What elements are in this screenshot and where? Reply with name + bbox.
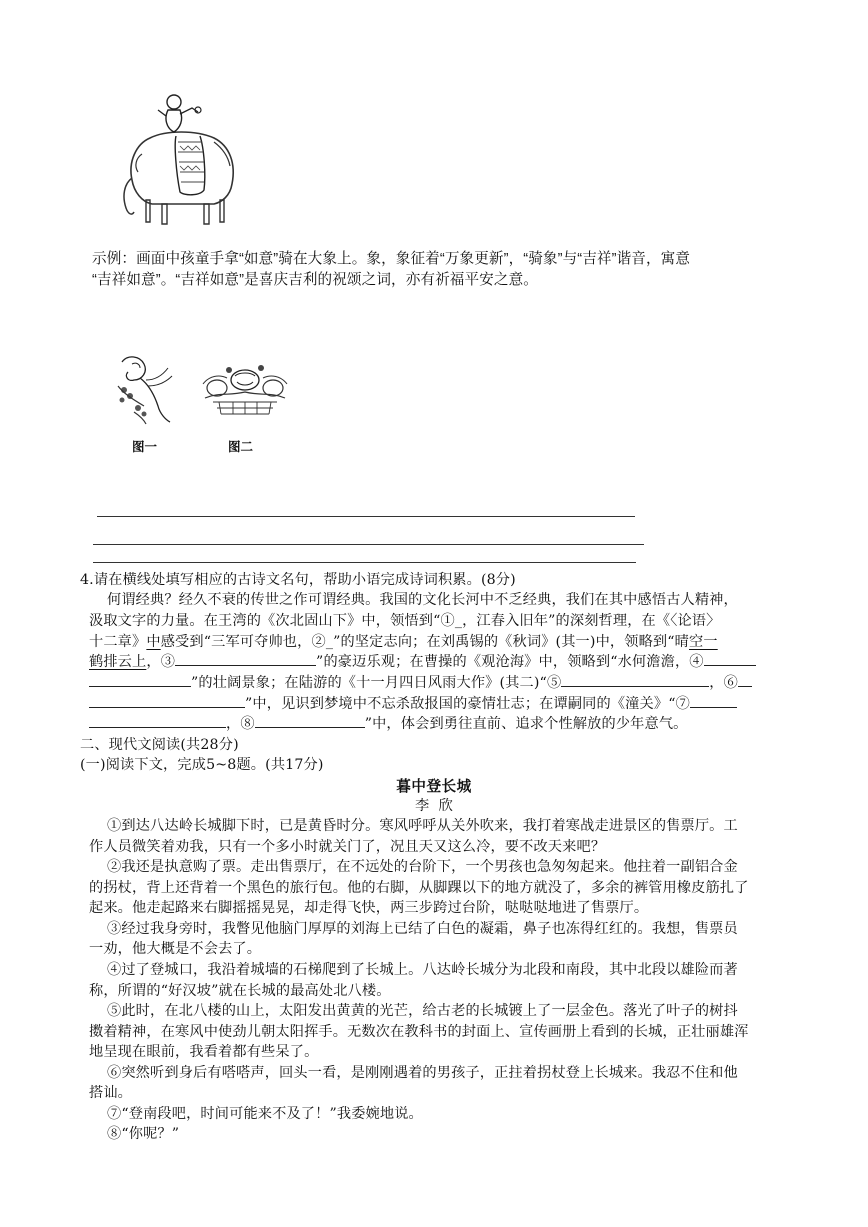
q4-text: 中 [146,634,161,650]
blank-5[interactable] [561,686,709,687]
paragraph-1: ①到达八达岭长城脚下时，已是黄昏时分。寒风呼呼从关外吹来，我打着寒战走进景区的售票厅。工 [107,818,738,834]
paragraph-4: 称，所谓的“好汉坡”就在长城的最高处北八楼。 [89,983,391,999]
elephant-illustration [118,92,243,227]
blank-6[interactable] [89,707,245,708]
blank-7[interactable] [89,727,226,728]
q4-line-6 [89,693,737,713]
q4-text: ，③ [146,654,176,670]
blank-7[interactable] [690,707,737,708]
paragraph-8: ⑧“你呢？” [107,1126,180,1142]
q4-line-5 [89,672,752,692]
paragraph-6: ⑥突然听到身后有嗒嗒声，回头一看，是刚刚遇着的男孩子，正拄着拐杖登上长城来。我忍不住和他 [107,1065,738,1081]
q4-text: 鹤排云上 [89,654,147,670]
answer-line-2[interactable] [93,544,644,545]
paragraph-7: ⑦“登南段吧，时间可能来不及了！”我委婉地说。 [107,1106,423,1122]
figure-1-label: 图一 [132,440,158,454]
flower-illustration [199,358,291,416]
q4-text: ”中，见识到梦境中不忘杀敌报国的豪情壮志；在谭嗣同的《潼关》“⑦ [245,696,690,712]
article-author: 李 欣 [415,798,453,814]
paragraph-2: 的拐杖，背上还背着一个黑色的旅行包。他的右脚，从脚踝以下的地方就没了，多余的裤管用橡皮筋扎了 [89,880,749,896]
q4-text: 空一 [689,634,718,650]
article-title: 暮中登长城 [396,779,472,795]
q4-line-3 [89,631,718,651]
blank-8[interactable] [255,727,365,728]
answer-line-3[interactable] [93,562,636,563]
section-subheading: (一)阅读下文，完成5~8题。(共17分) [80,757,324,773]
q4-text: ”中，体会到勇往直前、追求个性解放的少年意气。 [364,716,688,732]
blank-4[interactable] [704,665,756,666]
q4-line-4 [89,651,756,671]
paragraph-3: ③经过我身旁时，我瞥见他脑门厚厚的刘海上已结了白色的凝霜，鼻子也冻得红红的。我想，售票员 [107,921,738,937]
paragraph-1: 作人员微笑着劝我，只有一个多小时就关门了，况且天又这么冷，要不改天来吧？ [89,839,606,855]
example-line-1: 示例：画面中孩童手拿“如意”骑在大象上。象，象征着“万象更新”，“骑象”与“吉祥”谐音，寓意 [92,251,691,267]
paragraph-5: ⑤此时，在北八楼的山上，太阳发出黄黄的光芒，给古老的长城镀上了一层金色。落光了叶子的树抖 [107,1003,738,1019]
paragraph-2: ②我还是执意购了票。走出售票厅，在不远处的台阶下，一个男孩也急匆匆起来。他拄着一副铝合金 [107,859,738,875]
q4-text: 十二章》 [89,634,147,650]
example-line-2: “吉祥如意”。“吉祥如意”是喜庆吉利的祝颂之词，亦有祈福平安之意。 [92,272,538,288]
paragraph-4: ④过了登城口，我沿着城墙的石梯爬到了长城上。八达岭长城分为北段和南段，其中北段以雄险而著 [107,962,738,978]
paragraph-3: 一劝，他大概是不会去了。 [89,941,262,957]
blank-4[interactable] [89,686,191,687]
q4-line-7 [89,713,688,733]
q4-line-1: 何谓经典？经久不衰的传世之作可谓经典。我国的文化长河中不乏经典，我们在其中感悟古人精神， [107,592,738,608]
paragraph-6: 搭讪。 [89,1085,133,1101]
q4-text: ，⑥ [709,675,738,691]
figure-2-label: 图二 [228,440,254,454]
paragraph-2: 起来。他走起路来右脚摇摇晃晃，却走得飞快，两三步跨过台阶，哒哒哒地进了售票厅。 [89,900,649,916]
answer-line-1[interactable] [97,516,635,517]
q4-line-2: 汲取文字的力量。在王湾的《次北固山下》中，领悟到“①_，江春入旧年”的深刻哲理，在《〈论语〉 [89,613,721,629]
blank-6[interactable] [738,686,752,687]
q4-text: 感受到“三军可夺帅也，②_”的坚定志向；在刘禹锡的《秋词》(其一)中，领略到“晴 [160,634,690,650]
q4-text: ”的壮阔景象；在陆游的《十一月四日风雨大作》(其二)“⑤ [191,675,562,691]
q4-title: 4.请在横线处填写相应的古诗文名句，帮助小语完成诗词积累。(8分) [80,572,516,588]
phoenix-illustration [114,350,174,426]
section-heading: 二、现代文阅读(共28分) [80,737,239,753]
paragraph-5: 擞着精神，在寒风中使劲儿朝太阳挥手。无数次在教科书的封面上、宣传画册上看到的长城，正壮丽雄浑 [89,1024,749,1040]
q4-text: ”的豪迈乐观；在曹操的《观沧海》中，领略到“水何澹澹，④ [316,654,704,670]
paragraph-5: 地呈现在眼前，我看着都有些呆了。 [89,1044,319,1060]
q4-text: ，⑧ [226,716,255,732]
blank-3[interactable] [175,665,316,666]
